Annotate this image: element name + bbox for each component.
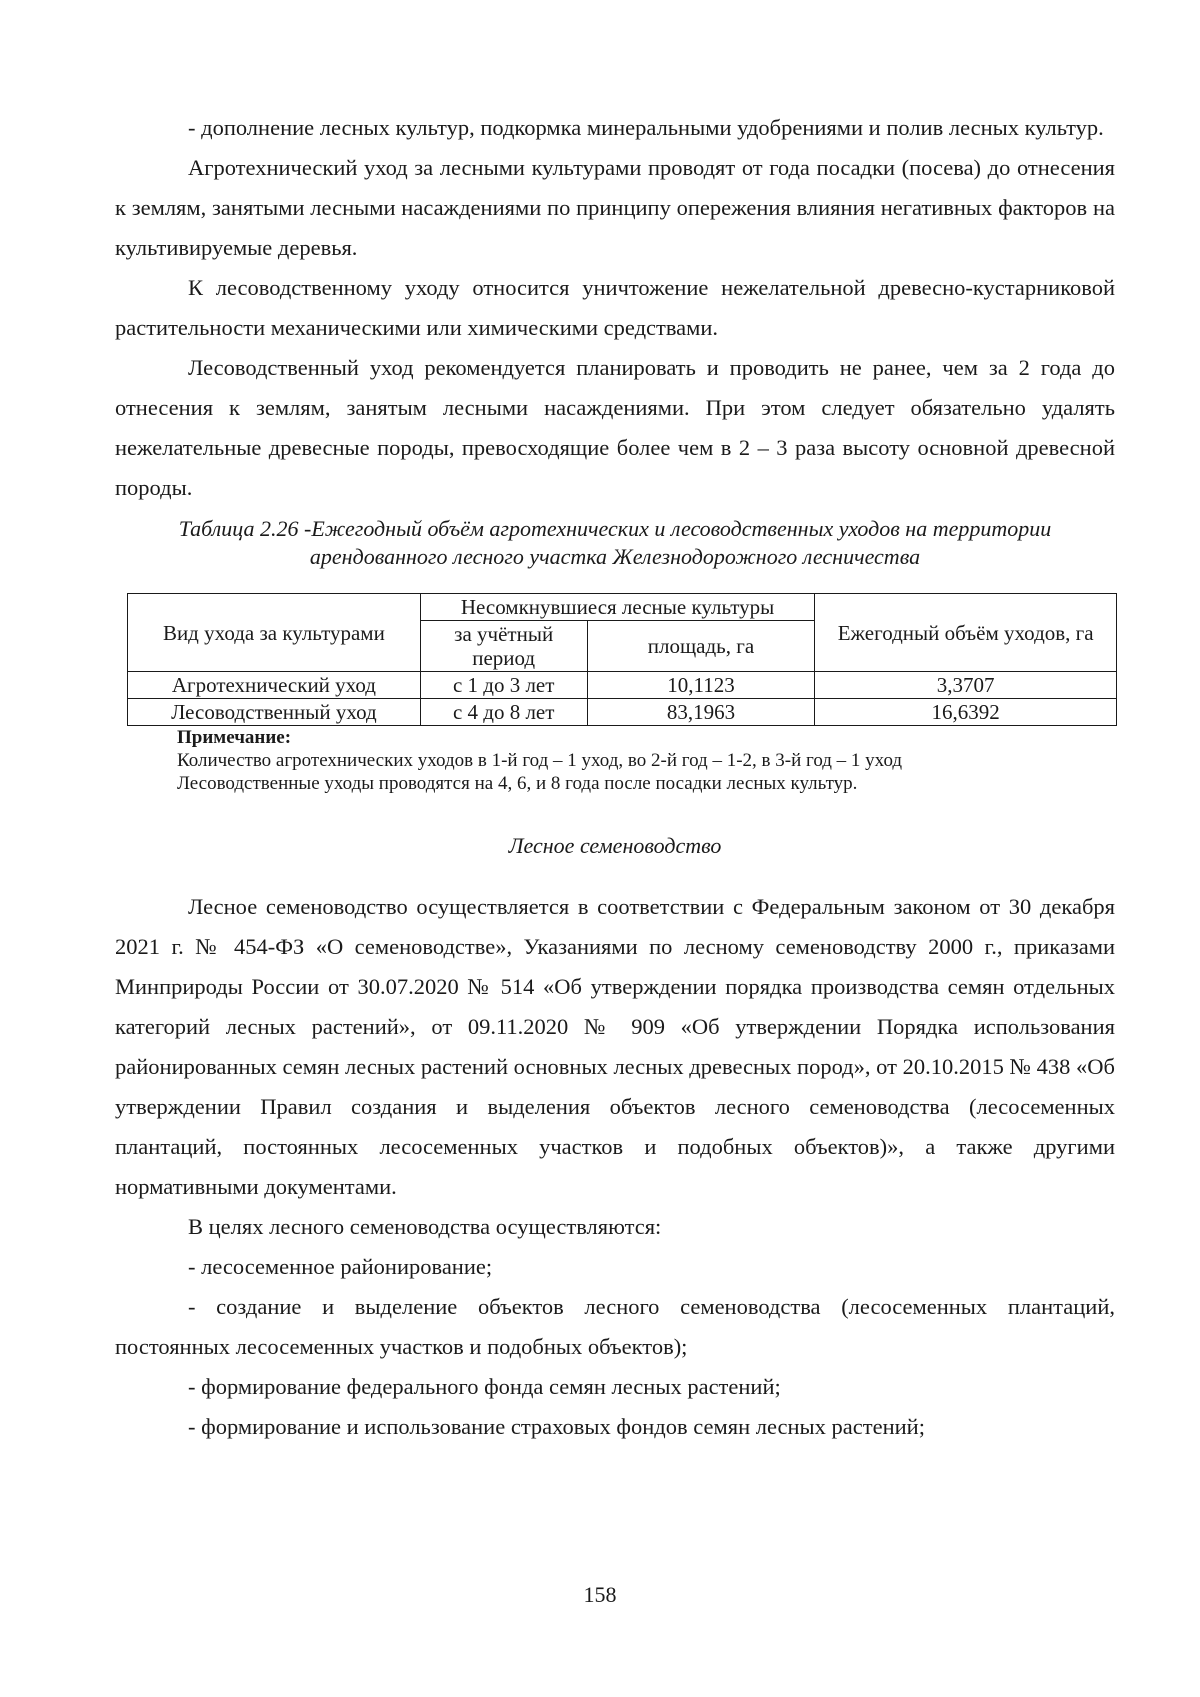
paragraph: Агротехнический уход за лесными культурами проводят от года посадки (посева) до отнесения к землям, занятыми лесными насаждениями по принципу опережения влияния негативных факторов на культивируемые деревья. <box>115 155 1115 260</box>
table-note <box>177 726 1115 795</box>
cell-period: с 4 до 8 лет <box>420 699 587 726</box>
table-caption-line: Таблица 2.26 -Ежегодный объём агротехнических и лесоводственных уходов на территории <box>178 516 1052 541</box>
list-item: - формирование и использование страховых фондов семян лесных растений; <box>188 1414 925 1439</box>
table-row <box>128 672 1117 699</box>
cell-care-type: Агротехнический уход <box>128 672 421 699</box>
cell-area: 10,1123 <box>587 672 815 699</box>
list-item: - лесосеменное районирование; <box>188 1254 493 1279</box>
page-content <box>115 108 1115 1447</box>
note-line: Количество агротехнических уходов в 1-й год – 1 уход, во 2-й год – 1-2, в 3-й год – 1 уход <box>177 750 903 771</box>
table-caption <box>115 515 1115 571</box>
table-caption-line: арендованного лесного участка Железнодорожного лесничества <box>309 544 921 569</box>
header-annual-volume: Ежегодный объём уходов, га <box>815 594 1117 672</box>
list-item: - формирование федерального фонда семян лесных растений; <box>188 1374 781 1399</box>
table-header-row <box>128 594 1117 621</box>
care-volume-table <box>127 593 1117 726</box>
header-area: площадь, га <box>587 621 815 672</box>
cell-period: с 1 до 3 лет <box>420 672 587 699</box>
table-row <box>128 699 1117 726</box>
section-title: Лесное семеноводство <box>508 833 722 858</box>
paragraph: К лесоводственному уходу относится уничтожение нежелательной древесно-кустарниковой растительности механическими или химическими средствами. <box>115 275 1115 340</box>
paragraph: Лесное семеноводство осуществляется в соответствии с Федеральным законом от 30 декабря 2021 г. № 454-ФЗ «О семеноводстве», Указаниями по лесному семеноводству 2000 г., приказами Минприроды России от 30.07.2020 № 514 «Об утверждении порядка производства семян отдельных категорий лесных растений», от 09.11.2020 № 909 «Об утверждении Порядка использования районированных семян лесных растений основных лесных древесных пород», от 20.10.2015 № 438 «Об утверждении Правил создания и выделения объектов лесного семеноводства (лесосеменных плантаций, постоянных лесосеменных участков и подобных объектов)», а также другими нормативными документами. <box>115 894 1115 1199</box>
list-item: - создание и выделение объектов лесного семеноводства (лесосеменных плантаций, постоянных лесосеменных участков и подобных объектов); <box>115 1294 1115 1359</box>
cell-annual: 3,3707 <box>815 672 1117 699</box>
header-care-type: Вид ухода за культурами <box>128 594 421 672</box>
note-title: Примечание: <box>177 727 292 748</box>
page-number: 158 <box>583 1582 617 1607</box>
cell-care-type: Лесоводственный уход <box>128 699 421 726</box>
cell-annual: 16,6392 <box>815 699 1117 726</box>
cell-area: 83,1963 <box>587 699 815 726</box>
note-line: Лесоводственные уходы проводятся на 4, 6, и 8 года после посадки лесных культур. <box>177 773 858 794</box>
paragraph: - дополнение лесных культур, подкормка минеральными удобрениями и полив лесных культур. <box>188 115 1104 140</box>
header-group: Несомкнувшиеся лесные культуры <box>420 594 815 621</box>
paragraph: В целях лесного семеноводства осуществляются: <box>188 1214 662 1239</box>
paragraph: Лесоводственный уход рекомендуется планировать и проводить не ранее, чем за 2 года до отнесения к землям, занятым лесными насаждениями. При этом следует обязательно удалять нежелательные древесные породы, превосходящие более чем в 2 – 3 раза высоту основной древесной породы. <box>115 355 1115 500</box>
header-period: за учётный период <box>420 621 587 672</box>
